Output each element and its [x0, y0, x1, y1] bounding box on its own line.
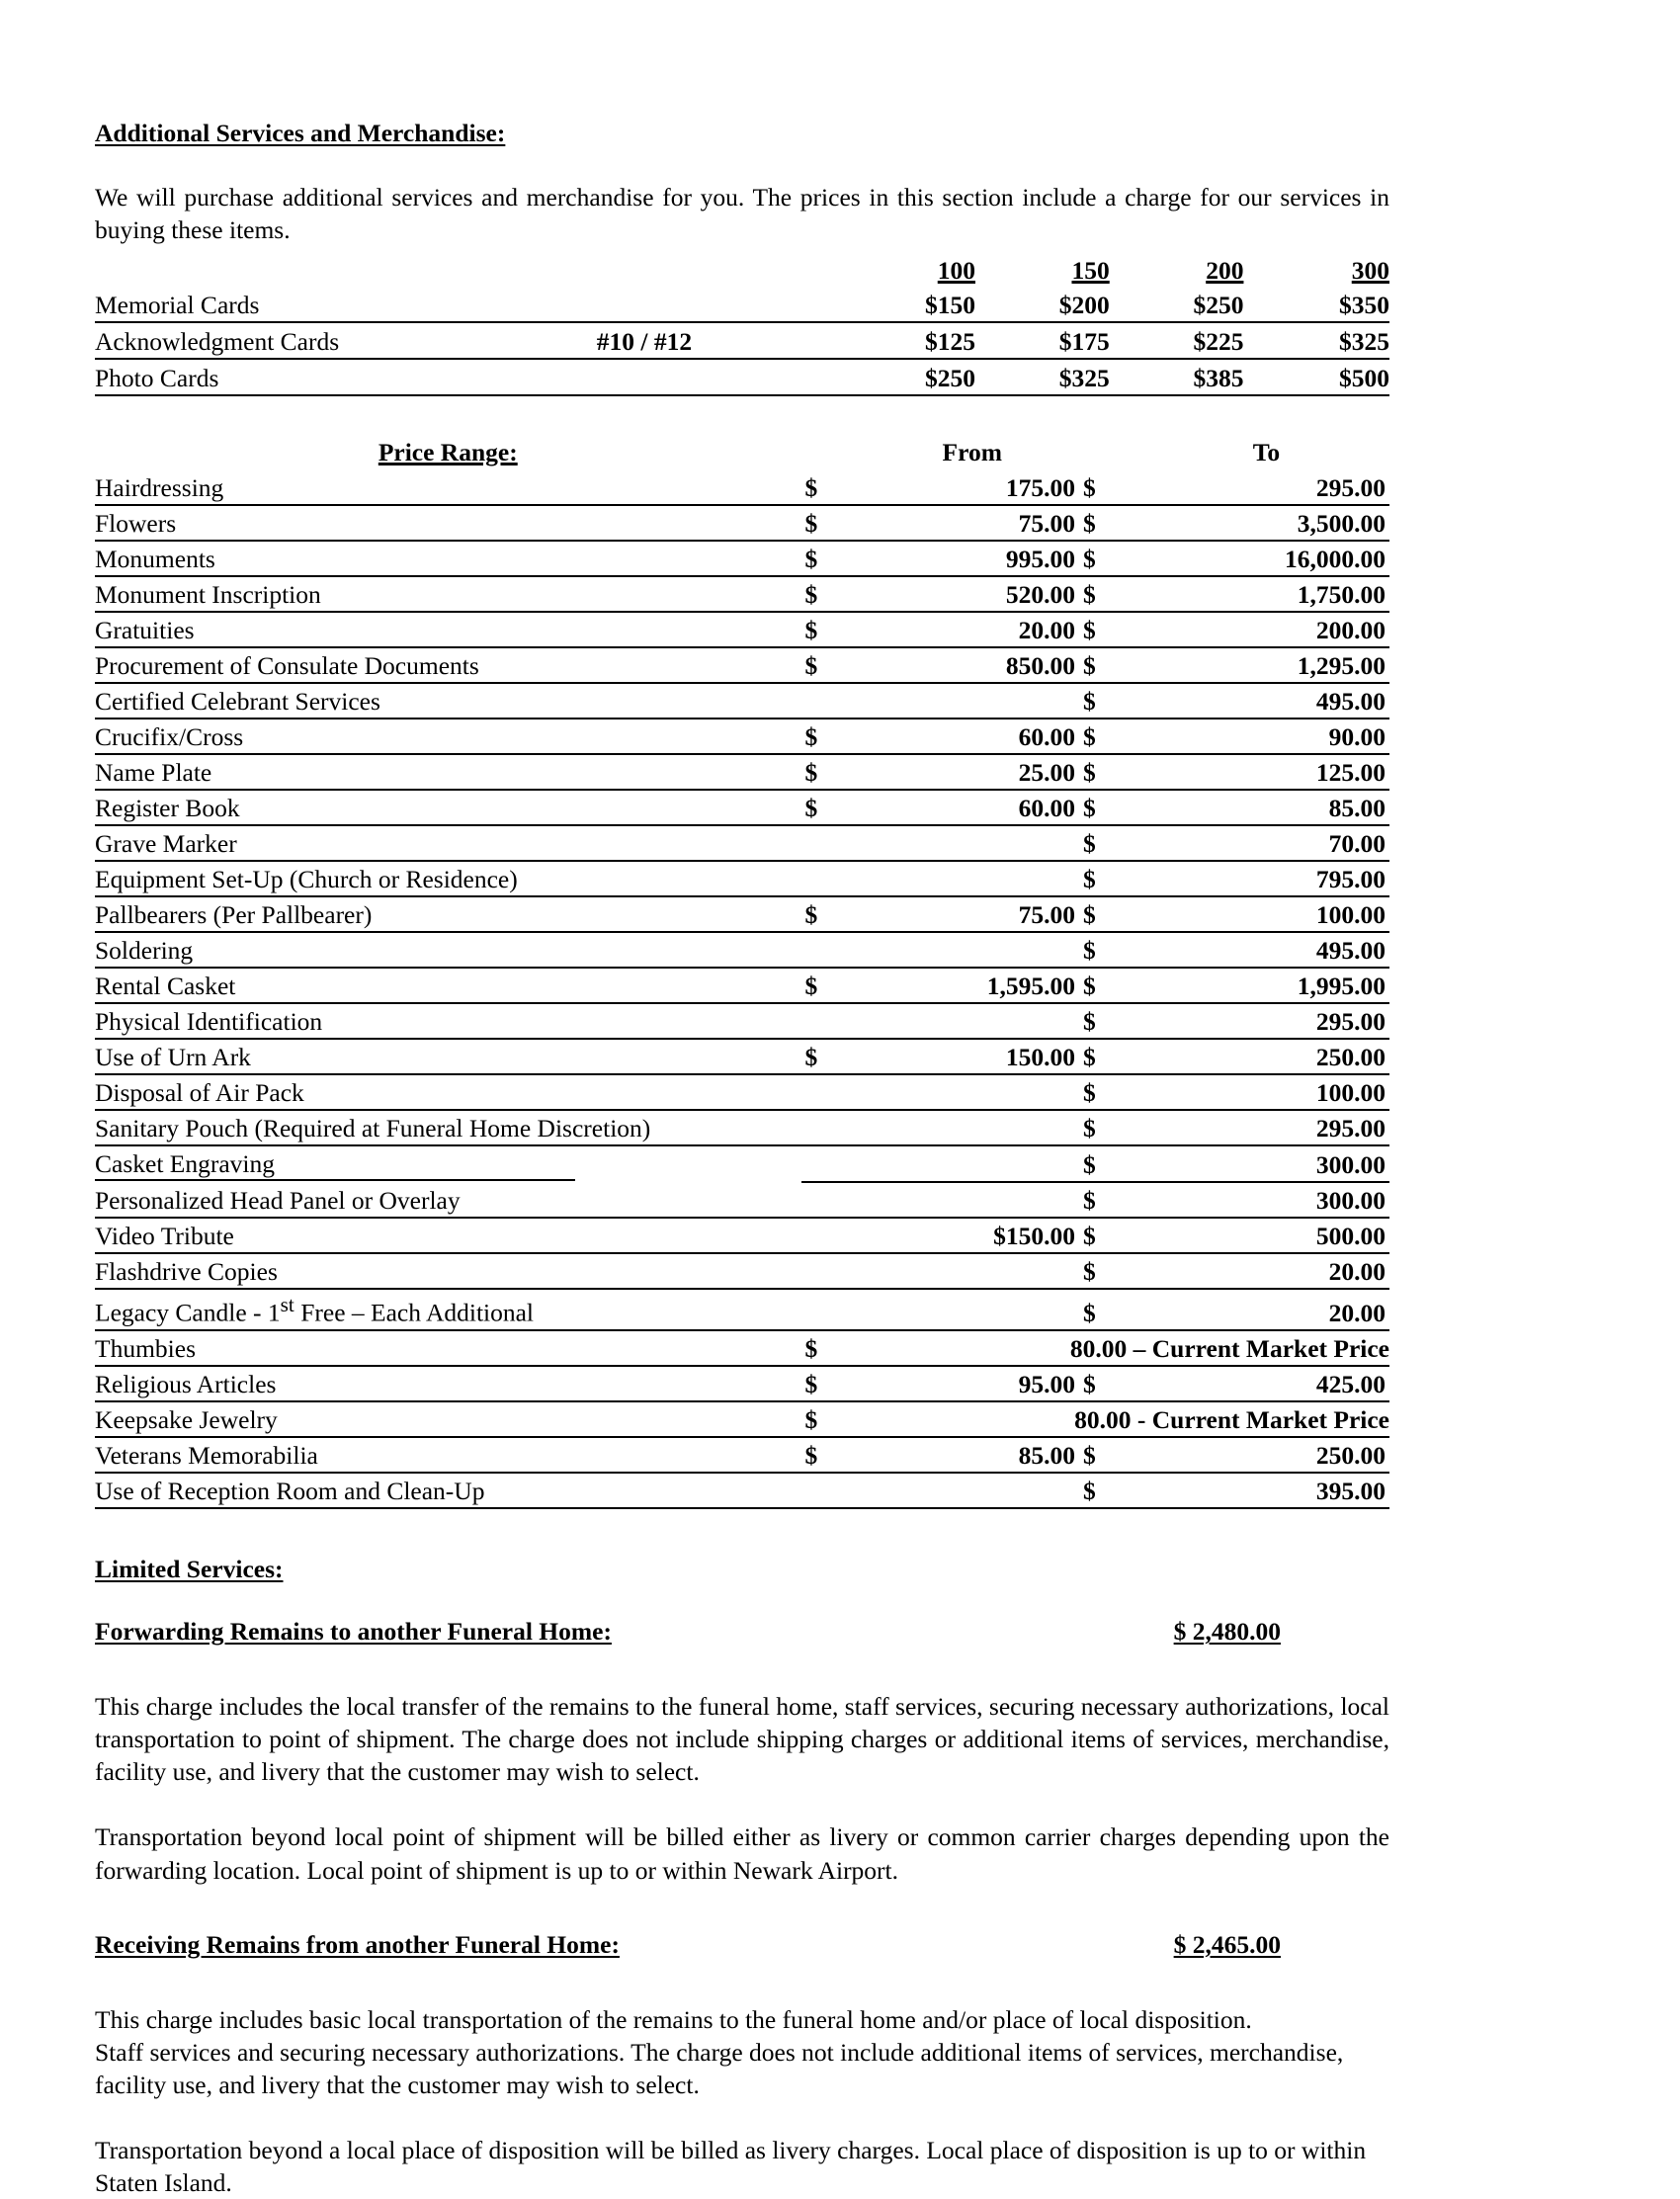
price-row-from-amount — [865, 1182, 1079, 1218]
card-row-price-100: $125 — [835, 322, 975, 359]
price-row-to-amount: 495.00 — [1143, 683, 1389, 719]
price-header-from: From — [942, 438, 1002, 467]
price-row-to-currency: $ — [1079, 541, 1143, 576]
table-row — [95, 541, 1389, 576]
forwarding-paragraph-2: Transportation beyond local point of shipment will be billed either as livery or common carrier charges depending upon the forwarding location. Local point of shipment is up to or within Newark Airport. — [95, 1822, 1389, 1885]
price-row-to-currency: $ — [1079, 754, 1143, 790]
table-row — [95, 790, 1389, 825]
card-row-sub: #10 / #12 — [579, 322, 836, 359]
price-row-from-amount — [865, 1289, 1079, 1330]
table-row — [95, 1003, 1389, 1039]
price-row-to-currency: $ — [1079, 1473, 1143, 1508]
spacer — [95, 1584, 1389, 1617]
price-row-from-amount: 60.00 — [865, 790, 1079, 825]
price-row-to-currency: $ — [1079, 968, 1143, 1003]
spacer — [95, 1647, 1389, 1690]
price-row-item: Monuments — [95, 541, 801, 576]
table-row — [95, 1289, 1389, 1330]
price-row-to-amount: 500.00 — [1143, 1218, 1389, 1253]
price-row-from-currency — [801, 1289, 866, 1330]
price-row-item: Sanitary Pouch (Required at Funeral Home Discretion) — [95, 1110, 801, 1145]
price-row-item: Gratuities — [95, 612, 801, 647]
spacer — [95, 246, 1389, 256]
card-row-price-200: $225 — [1110, 322, 1244, 359]
price-row-from-amount: 175.00 — [865, 470, 1079, 505]
receiving-remains-label: Receiving Remains from another Funeral Home: — [95, 1929, 620, 1959]
price-row-from-amount: 60.00 — [865, 719, 1079, 754]
table-row — [95, 1401, 1389, 1437]
card-row-price-200: $250 — [1110, 287, 1244, 322]
table-row — [95, 1039, 1389, 1074]
price-row-to-amount: 1,995.00 — [1143, 968, 1389, 1003]
price-row-to-currency: $ — [1079, 932, 1143, 968]
table-row — [95, 754, 1389, 790]
price-row-from-amount — [865, 1253, 1079, 1289]
price-row-from-currency — [801, 1145, 866, 1182]
price-row-from-currency: $ — [801, 1330, 866, 1366]
table-row — [95, 825, 1389, 861]
price-row-to-amount: 1,295.00 — [1143, 647, 1389, 683]
table-row — [95, 1074, 1389, 1110]
receiving-remains-amount-wrap — [1174, 1930, 1389, 1960]
price-row-from-currency — [801, 932, 866, 968]
card-table-header-row — [95, 256, 1389, 287]
price-row-from-amount — [865, 932, 1079, 968]
price-row-to-currency: $ — [1079, 1145, 1143, 1182]
table-row — [95, 1330, 1389, 1366]
price-row-to-amount: 100.00 — [1143, 1074, 1389, 1110]
price-row-to-currency: $ — [1079, 825, 1143, 861]
price-row-from-amount — [865, 1074, 1079, 1110]
table-row — [95, 1366, 1389, 1401]
price-row-from-currency: $ — [801, 1039, 866, 1074]
table-row — [95, 719, 1389, 754]
price-row-to-amount: 300.00 — [1143, 1145, 1389, 1182]
price-row-to-currency: $ — [1079, 683, 1143, 719]
price-row-to-currency: $ — [1079, 790, 1143, 825]
document-content — [95, 119, 1389, 2199]
price-row-from-currency: $ — [801, 647, 866, 683]
card-qty-header-100: 100 — [937, 256, 975, 286]
price-row-item: Procurement of Consulate Documents — [95, 647, 801, 683]
card-row-price-300: $500 — [1243, 359, 1389, 395]
price-row-to-currency: $ — [1079, 1437, 1143, 1473]
price-row-item: Religious Articles — [95, 1366, 801, 1401]
price-row-from-amount: 20.00 — [865, 612, 1079, 647]
price-table-header-row — [95, 438, 1389, 470]
table-row — [95, 861, 1389, 896]
spacer — [95, 1887, 1389, 1930]
price-row-to-amount: 495.00 — [1143, 932, 1389, 968]
header-spacer2 — [1079, 438, 1143, 470]
price-row-from-amount: 520.00 — [865, 576, 1079, 612]
heading-limited-services — [95, 1555, 1389, 1584]
price-row-item: Physical Identification — [95, 1003, 801, 1039]
spacer — [95, 1788, 1389, 1820]
table-row — [95, 896, 1389, 932]
price-row-from-amount: 75.00 — [865, 896, 1079, 932]
price-row-from-currency: $ — [801, 576, 866, 612]
price-row-to-amount: 295.00 — [1143, 470, 1389, 505]
price-row-from-currency: $ — [801, 1366, 866, 1401]
card-row-price-300: $350 — [1243, 287, 1389, 322]
card-table-body — [95, 256, 1389, 395]
price-row-to-currency: $ — [1079, 1366, 1143, 1401]
receiving-paragraph-1-line3: facility use, and livery that the customer may wish to select. — [95, 2070, 700, 2099]
price-row-from-currency — [801, 825, 866, 861]
price-row-to-currency: $ — [1079, 861, 1143, 896]
price-range-table — [95, 438, 1389, 1509]
price-row-from-currency — [801, 1182, 866, 1218]
price-row-item: Hairdressing — [95, 470, 801, 505]
price-row-from-amount — [865, 825, 1079, 861]
price-row-to-currency: $ — [1079, 470, 1143, 505]
table-row — [95, 1182, 1389, 1218]
price-row-from-amount — [865, 683, 1079, 719]
price-row-to-amount: 20.00 — [1143, 1253, 1389, 1289]
card-row-price-100: $250 — [835, 359, 975, 395]
price-row-item: Certified Celebrant Services — [95, 683, 801, 719]
card-qty-header-300: 300 — [1351, 256, 1389, 286]
price-row-item: Monument Inscription — [95, 576, 801, 612]
spacer — [95, 2101, 1389, 2134]
price-row-item: Keepsake Jewelry — [95, 1401, 801, 1437]
table-row — [95, 1473, 1389, 1508]
receiving-paragraph-1-line2: Staff services and securing necessary authorizations. The charge does not include additional items of services, merchandise, — [95, 2037, 1344, 2067]
price-row-to-currency: $ — [1079, 647, 1143, 683]
header-spacer — [801, 438, 866, 470]
price-row-from-amount — [865, 1110, 1079, 1145]
heading-limited-services-text: Limited Services: — [95, 1554, 284, 1583]
table-row — [95, 470, 1389, 505]
price-row-item: Soldering — [95, 932, 801, 968]
price-row-from-currency — [801, 683, 866, 719]
price-row-to-amount: 250.00 — [1143, 1039, 1389, 1074]
partial-underline — [95, 1179, 575, 1181]
price-row-from-amount — [865, 861, 1079, 896]
price-row-from-amount: 95.00 — [865, 1366, 1079, 1401]
spacer — [95, 1960, 1389, 2003]
price-row-to-amount: 20.00 — [1143, 1289, 1389, 1330]
price-row-to-amount: 295.00 — [1143, 1003, 1389, 1039]
price-row-item: Legacy Candle - 1st Free – Each Additional — [95, 1289, 801, 1330]
price-row-to-currency: $ — [1079, 1253, 1143, 1289]
table-row — [95, 1110, 1389, 1145]
price-row-from-amount: 1,595.00 — [865, 968, 1079, 1003]
heading-additional-services-text: Additional Services and Merchandise: — [95, 119, 506, 147]
price-row-to-amount: 70.00 — [1143, 825, 1389, 861]
price-row-item: Rental Casket — [95, 968, 801, 1003]
table-row — [95, 322, 1389, 359]
card-header-blank — [95, 256, 579, 287]
price-row-from-amount — [865, 1003, 1079, 1039]
price-row-from-currency — [801, 1003, 866, 1039]
price-row-from-currency — [801, 1218, 866, 1253]
card-row-price-150: $175 — [975, 322, 1110, 359]
forwarding-remains-amount: $ 2,480.00 — [1173, 1616, 1281, 1646]
card-row-price-150: $325 — [975, 359, 1110, 395]
card-qty-header-200: 200 — [1206, 256, 1244, 286]
price-row-item: Flowers — [95, 505, 801, 541]
table-row — [95, 1145, 1389, 1182]
table-row — [95, 932, 1389, 968]
intro-paragraph: We will purchase additional services and merchandise for you. The prices in this section include a charge for our services in buying these items. — [95, 183, 1389, 245]
price-row-to-currency: $ — [1079, 1110, 1143, 1145]
price-row-item: Grave Marker — [95, 825, 801, 861]
price-row-from-currency: $ — [801, 1401, 866, 1437]
price-row-from-amount: 85.00 — [865, 1437, 1079, 1473]
price-row-item: Equipment Set-Up (Church or Residence) — [95, 861, 801, 896]
card-row-price-300: $325 — [1243, 322, 1389, 359]
price-row-to-amount: 300.00 — [1143, 1182, 1389, 1218]
price-row-to-amount: 100.00 — [1143, 896, 1389, 932]
price-row-from-currency — [801, 1110, 866, 1145]
price-table-body — [95, 438, 1389, 1508]
price-row-to-currency: $ — [1079, 505, 1143, 541]
price-row-to-amount: 395.00 — [1143, 1473, 1389, 1508]
card-row-price-200: $385 — [1110, 359, 1244, 395]
price-row-to-currency: $ — [1079, 1289, 1143, 1330]
spacer — [95, 1509, 1389, 1555]
card-row-price-100: $150 — [835, 287, 975, 322]
table-row — [95, 505, 1389, 541]
table-row — [95, 1253, 1389, 1289]
price-row-from-currency: $ — [801, 1437, 866, 1473]
price-row-to-currency: $ — [1079, 1182, 1143, 1218]
price-row-from-amount: 150.00 — [865, 1039, 1079, 1074]
table-row — [95, 1218, 1389, 1253]
table-row — [95, 683, 1389, 719]
price-row-to-amount: 295.00 — [1143, 1110, 1389, 1145]
heading-additional-services — [95, 119, 1389, 148]
price-row-item: Flashdrive Copies — [95, 1253, 801, 1289]
spacer — [95, 396, 1389, 438]
price-row-item: Crucifix/Cross — [95, 719, 801, 754]
price-row-to-amount: 3,500.00 — [1143, 505, 1389, 541]
price-row-to-currency: $ — [1079, 1074, 1143, 1110]
card-row-label: Photo Cards — [95, 359, 579, 395]
price-row-item: Name Plate — [95, 754, 801, 790]
price-row-from-currency — [801, 1074, 866, 1110]
price-row-from-amount — [865, 1145, 1079, 1182]
table-row — [95, 1437, 1389, 1473]
price-header-to: To — [1252, 438, 1281, 467]
price-row-to-currency: $ — [1079, 719, 1143, 754]
price-row-item: Thumbies — [95, 1330, 801, 1366]
card-price-table — [95, 256, 1389, 396]
price-row-from-currency: $ — [801, 719, 866, 754]
price-row-to-amount: 85.00 — [1143, 790, 1389, 825]
price-row-item: Use of Reception Room and Clean-Up — [95, 1473, 801, 1508]
card-qty-header-150: 150 — [1071, 256, 1110, 286]
price-row-from-currency — [801, 1473, 866, 1508]
price-row-to-amount: 200.00 — [1143, 612, 1389, 647]
price-row-item: Use of Urn Ark — [95, 1039, 801, 1074]
forwarding-remains-label: Forwarding Remains to another Funeral Home: — [95, 1616, 612, 1646]
price-row-item: Disposal of Air Pack — [95, 1074, 801, 1110]
price-row-to-currency: $ — [1079, 896, 1143, 932]
price-row-to-amount: 125.00 — [1143, 754, 1389, 790]
table-row — [95, 287, 1389, 322]
price-row-to-amount: 1,750.00 — [1143, 576, 1389, 612]
price-row-item: Video Tribute — [95, 1218, 801, 1253]
price-row-item: Casket Engraving — [95, 1145, 801, 1182]
table-row — [95, 968, 1389, 1003]
spacer — [95, 148, 1389, 181]
table-row — [95, 647, 1389, 683]
price-row-from-amount: 25.00 — [865, 754, 1079, 790]
price-row-to-currency: $ — [1079, 1003, 1143, 1039]
price-row-to-currency: $ — [1079, 612, 1143, 647]
forwarding-remains-line — [95, 1617, 1389, 1647]
forwarding-remains-label-wrap — [95, 1617, 612, 1647]
receiving-remains-line — [95, 1930, 1389, 1960]
price-row-item: Register Book — [95, 790, 801, 825]
price-row-to-amount: 90.00 — [1143, 719, 1389, 754]
price-row-from-currency: $ — [801, 541, 866, 576]
price-range-header: Price Range: — [378, 438, 518, 467]
price-row-to-currency: $ — [1079, 1218, 1143, 1253]
card-header-blank2 — [579, 256, 836, 287]
price-row-from-amount: $150.00 — [865, 1218, 1079, 1253]
receiving-remains-label-wrap — [95, 1930, 620, 1960]
price-row-from-currency: $ — [801, 470, 866, 505]
card-row-label: Acknowledgment Cards — [95, 322, 579, 359]
receiving-remains-amount: $ 2,465.00 — [1173, 1929, 1281, 1959]
card-row-label: Memorial Cards — [95, 287, 579, 322]
forwarding-remains-amount-wrap — [1174, 1617, 1389, 1647]
price-row-from-currency — [801, 861, 866, 896]
price-row-to-amount: 795.00 — [1143, 861, 1389, 896]
price-row-to-amount: 425.00 — [1143, 1366, 1389, 1401]
price-row-item: Veterans Memorabilia — [95, 1437, 801, 1473]
price-row-market-text: 80.00 - Current Market Price — [865, 1401, 1389, 1437]
price-row-item: Pallbearers (Per Pallbearer) — [95, 896, 801, 932]
price-row-from-amount: 995.00 — [865, 541, 1079, 576]
price-row-from-currency: $ — [801, 790, 866, 825]
card-row-sub — [579, 287, 836, 322]
price-row-item: Personalized Head Panel or Overlay — [95, 1182, 801, 1218]
price-row-to-currency: $ — [1079, 576, 1143, 612]
price-row-from-currency: $ — [801, 896, 866, 932]
receiving-paragraph-1-line1: This charge includes basic local transportation of the remains to the funeral home and/or place of local disposition. — [95, 2004, 1252, 2034]
price-row-to-amount: 250.00 — [1143, 1437, 1389, 1473]
price-row-to-amount: 16,000.00 — [1143, 541, 1389, 576]
price-row-from-currency: $ — [801, 754, 866, 790]
price-row-from-currency: $ — [801, 968, 866, 1003]
price-row-from-amount: 75.00 — [865, 505, 1079, 541]
price-row-from-currency: $ — [801, 612, 866, 647]
price-row-market-text: 80.00 – Current Market Price — [865, 1330, 1389, 1366]
price-row-from-amount — [865, 1473, 1079, 1508]
card-row-price-150: $200 — [975, 287, 1110, 322]
table-row — [95, 359, 1389, 395]
forwarding-paragraph-1: This charge includes the local transfer of the remains to the funeral home, staff services, securing necessary authorizations, local transportation to point of shipment. The charge does not include shipping charges or additional items of services, merchandise, facility use, and livery that the customer may wish to select. — [95, 1691, 1389, 1787]
table-row — [95, 576, 1389, 612]
table-row — [95, 612, 1389, 647]
receiving-paragraph-2: Transportation beyond a local place of disposition will be billed as livery charges. Local place of disposition is up to or within Staten Island. — [95, 2136, 1367, 2198]
price-row-to-currency: $ — [1079, 1039, 1143, 1074]
price-row-from-amount: 850.00 — [865, 647, 1079, 683]
price-row-from-currency: $ — [801, 505, 866, 541]
card-row-sub — [579, 359, 836, 395]
price-row-from-currency — [801, 1253, 866, 1289]
